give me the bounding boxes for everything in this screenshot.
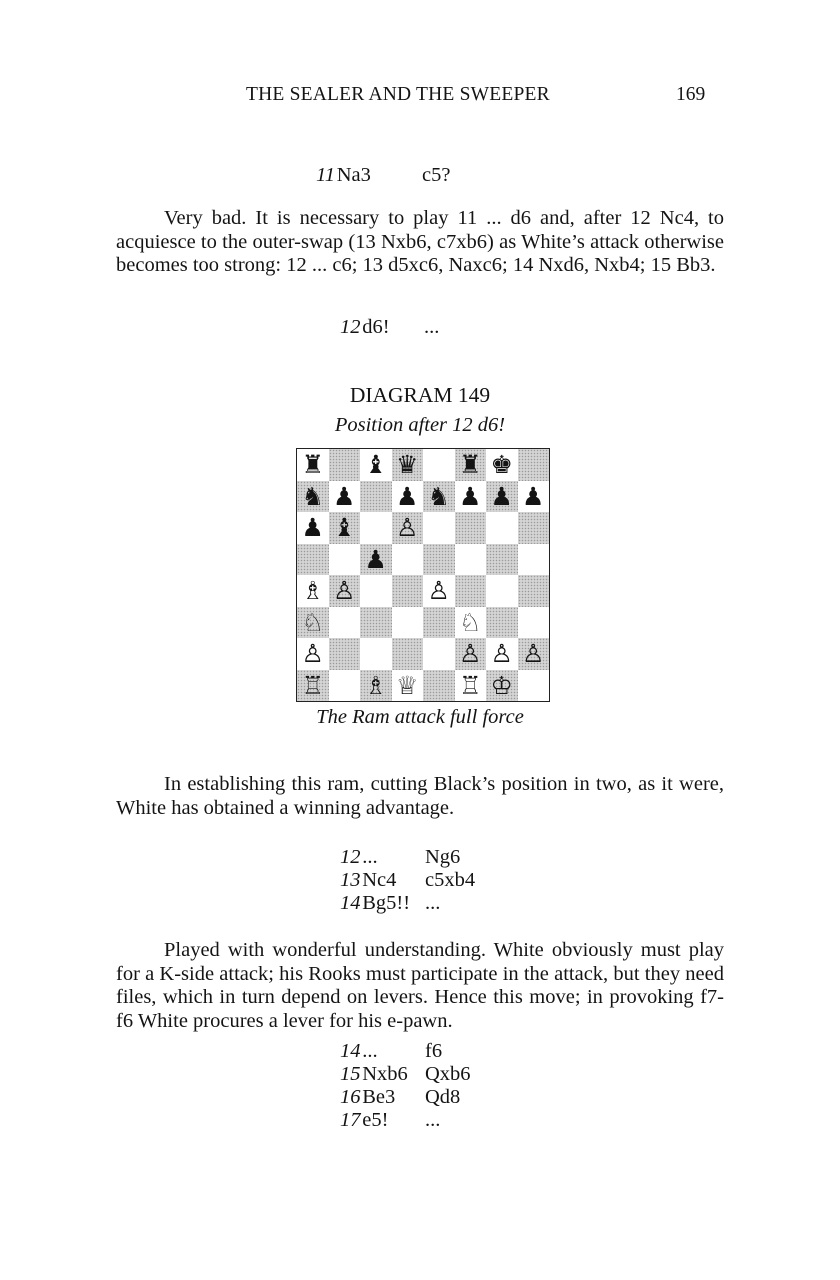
move-number: 14: [340, 892, 361, 914]
running-title: THE SEALER AND THE SWEEPER: [246, 84, 550, 105]
square-a7: ♞: [297, 481, 329, 513]
square-g6: [486, 512, 518, 544]
white-move: ...: [362, 1040, 378, 1062]
square-f4: [455, 575, 487, 607]
square-b3: [329, 607, 361, 639]
paragraph-1: [116, 207, 724, 278]
square-a3: ♘: [297, 607, 329, 639]
white-move: Na3: [336, 164, 371, 186]
square-e6: [423, 512, 455, 544]
move-number: 12: [340, 846, 361, 868]
move-number: 11: [316, 164, 335, 186]
square-f7: ♟: [455, 481, 487, 513]
square-g1: ♔: [486, 670, 518, 702]
square-c7: [360, 481, 392, 513]
square-a2: ♙: [297, 638, 329, 670]
white-move: Nc4: [362, 869, 397, 891]
square-h6: [518, 512, 550, 544]
square-f1: ♖: [455, 670, 487, 702]
square-g7: ♟: [486, 481, 518, 513]
square-b4: ♙: [329, 575, 361, 607]
square-h3: [518, 607, 550, 639]
black-move: Qxb6: [425, 1063, 471, 1085]
square-h7: ♟: [518, 481, 550, 513]
black-move: Ng6: [425, 846, 461, 868]
paragraph-2-text: In establishing this ram, cutting Black’s position in two, as it were, White has obtained a winning advantage.: [116, 773, 724, 819]
square-c8: ♝: [360, 449, 392, 481]
square-g2: ♙: [486, 638, 518, 670]
square-c6: [360, 512, 392, 544]
move-number: 17: [340, 1109, 361, 1131]
square-a6: ♟: [297, 512, 329, 544]
square-h4: [518, 575, 550, 607]
square-c5: ♟: [360, 544, 392, 576]
square-d5: [392, 544, 424, 576]
square-c3: [360, 607, 392, 639]
black-move: f6: [425, 1040, 443, 1062]
paragraph-3-text: Played with wonderful understanding. White obviously must play for a K-side attack; his Rooks must participate in the attack, but they need files, which in turn depend on levers. Hence this move; in provoking f7-f6 White procures a lever for his e-pawn.: [116, 939, 724, 1032]
white-move: Be3: [362, 1086, 396, 1108]
diagram-title: DIAGRAM 149: [349, 383, 491, 407]
page-header: [0, 84, 840, 110]
square-d2: [392, 638, 424, 670]
square-d3: [392, 607, 424, 639]
square-f6: [455, 512, 487, 544]
square-e5: [423, 544, 455, 576]
white-move: e5!: [362, 1109, 389, 1131]
black-move: ...: [425, 1109, 441, 1131]
square-f8: ♜: [455, 449, 487, 481]
square-h1: [518, 670, 550, 702]
square-g8: ♚: [486, 449, 518, 481]
square-c2: [360, 638, 392, 670]
white-move: d6!: [362, 316, 390, 338]
chess-board: [296, 448, 550, 702]
square-b7: ♟: [329, 481, 361, 513]
square-f3: ♘: [455, 607, 487, 639]
black-move: ...: [425, 892, 441, 914]
square-h2: ♙: [518, 638, 550, 670]
black-move: c5?: [422, 164, 451, 186]
square-g4: [486, 575, 518, 607]
square-g3: [486, 607, 518, 639]
square-b6: ♝: [329, 512, 361, 544]
square-e8: [423, 449, 455, 481]
square-b1: [329, 670, 361, 702]
move-number: 14: [340, 1040, 361, 1062]
move-number: 12: [340, 316, 361, 338]
square-a8: ♜: [297, 449, 329, 481]
white-move: ...: [362, 846, 378, 868]
square-d4: [392, 575, 424, 607]
square-e1: [423, 670, 455, 702]
black-move: ...: [424, 316, 440, 338]
square-b5: [329, 544, 361, 576]
square-f2: ♙: [455, 638, 487, 670]
square-g5: [486, 544, 518, 576]
move-number: 15: [340, 1063, 361, 1085]
square-h8: [518, 449, 550, 481]
square-e3: [423, 607, 455, 639]
square-e4: ♙: [423, 575, 455, 607]
black-move: Qd8: [425, 1086, 461, 1108]
paragraph-1-text: Very bad. It is necessary to play 11 ... d6 and, after 12 Nc4, to acquiesce to the outer-swap (13 Nxb6, c7xb6) as White’s attack otherwise becomes too strong: 12 ... c6; 13 d5xc6, Naxc6; 14 Nxd6, Nxb4; 15 Bb3.: [116, 207, 724, 276]
paragraph-2: [116, 773, 724, 820]
square-c4: [360, 575, 392, 607]
square-f5: [455, 544, 487, 576]
square-d1: ♕: [392, 670, 424, 702]
square-a4: ♗: [297, 575, 329, 607]
paragraph-3: [116, 939, 724, 1033]
square-d8: ♛: [392, 449, 424, 481]
square-d6: ♙: [392, 512, 424, 544]
square-a1: ♖: [297, 670, 329, 702]
square-c1: ♗: [360, 670, 392, 702]
white-move: Bg5!!: [362, 892, 411, 914]
square-b2: [329, 638, 361, 670]
square-e7: ♞: [423, 481, 455, 513]
move-number: 16: [340, 1086, 361, 1108]
white-move: Nxb6: [362, 1063, 408, 1085]
square-a5: [297, 544, 329, 576]
diagram-caption: The Ram attack full force: [316, 706, 524, 728]
page-number: 169: [676, 84, 706, 105]
square-e2: [423, 638, 455, 670]
diagram-subtitle: Position after 12 d6!: [334, 414, 506, 436]
square-h5: [518, 544, 550, 576]
move-number: 13: [340, 869, 361, 891]
square-d7: ♟: [392, 481, 424, 513]
black-move: c5xb4: [425, 869, 476, 891]
square-b8: [329, 449, 361, 481]
